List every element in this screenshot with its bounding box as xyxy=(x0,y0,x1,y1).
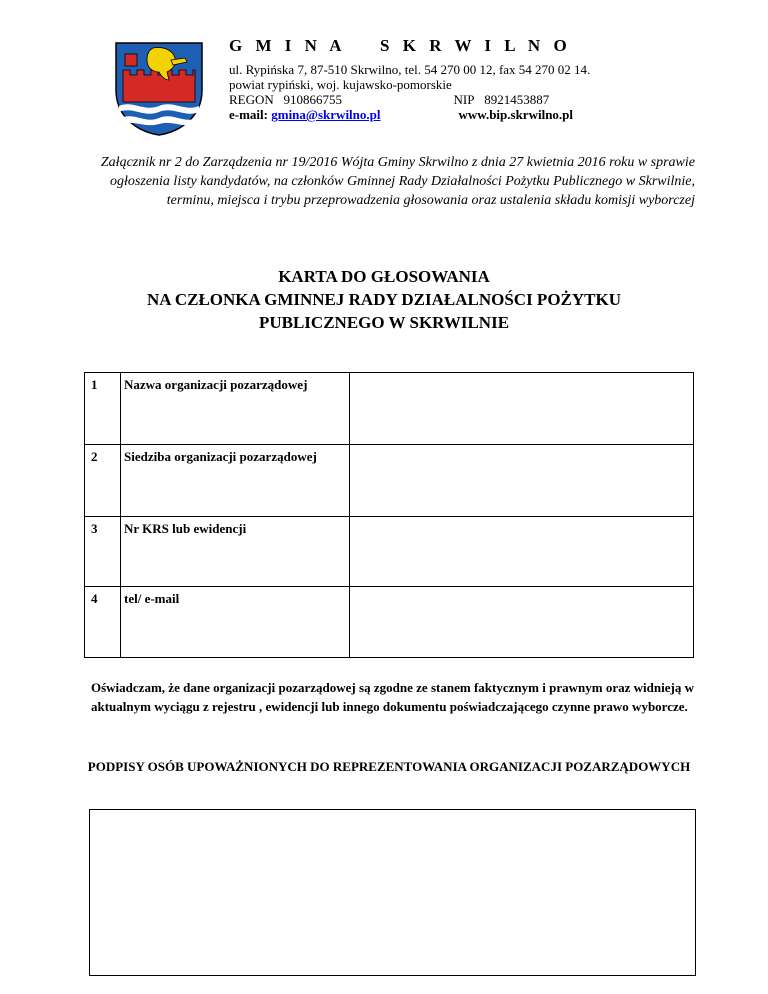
row-number: 4 xyxy=(85,587,121,658)
ballot-title-line-3: PUBLICZNEGO W SKRWILNIE xyxy=(258,313,510,332)
gmina-crest-logo xyxy=(113,40,205,136)
address-line: ul. Rypińska 7, 87-510 Skrwilno, tel. 54 270 00 12, fax 54 270 02 14. xyxy=(229,62,591,77)
nip-label: NIP xyxy=(453,92,475,107)
district-line: powiat rypiński, woj. kujawsko-pomorskie xyxy=(229,77,452,92)
regon-label: REGON xyxy=(229,92,274,107)
email-link[interactable]: gmina@skrwilno.pl xyxy=(271,107,381,122)
municipality-name: G M I N A S K R W I L N O xyxy=(229,36,572,55)
ballot-title-line-2: NA CZŁONKA GMINNEJ RADY DZIAŁALNOŚCI POŻYTKU xyxy=(146,290,621,309)
registration-line xyxy=(229,92,729,107)
signature-box[interactable] xyxy=(89,809,696,976)
row-number: 3 xyxy=(85,517,121,587)
organization-form-table xyxy=(84,372,694,658)
field-organization-name[interactable] xyxy=(350,373,694,445)
table-row xyxy=(85,587,694,658)
table-row xyxy=(85,445,694,517)
ballot-title-line-1: KARTA DO GŁOSOWANIA xyxy=(278,267,490,286)
field-krs-number[interactable] xyxy=(350,517,694,587)
field-organization-seat[interactable] xyxy=(350,445,694,517)
row-label-organization-seat: Siedziba organizacji pozarządowej xyxy=(121,445,350,517)
row-label-krs-number: Nr KRS lub ewidencji xyxy=(121,517,350,587)
row-label-contact: tel/ e-mail xyxy=(121,587,350,658)
annex-note: Załącznik nr 2 do Zarządzenia nr 19/2016 Wójta Gminy Skrwilno z dnia 27 kwietnia 2016 roku w sprawie ogłoszenia listy kandydatów, na członków Gminnej Rady Działalności Pożytku Publicznego w Skrwilnie, terminu, miejsca i trybu przeprowadzenia głosowania oraz ustalenia składu komisji wyborczej xyxy=(100,155,695,208)
email-label: e-mail: xyxy=(229,107,268,122)
field-contact[interactable] xyxy=(350,587,694,658)
regon-value: 910866755 xyxy=(283,92,343,107)
row-number: 2 xyxy=(85,445,121,517)
table-row xyxy=(85,373,694,445)
row-label-organization-name: Nazwa organizacji pozarządowej xyxy=(121,373,350,445)
contact-line xyxy=(229,107,729,122)
ballot-title xyxy=(84,265,684,334)
website-text: www.bip.skrwilno.pl xyxy=(458,107,574,122)
signatures-heading: PODPISY OSÓB UPOWAŻNIONYCH DO REPREZENTOWANIA ORGANIZACJI POZARZĄDOWYCH xyxy=(87,759,691,774)
letterhead xyxy=(229,36,729,122)
row-number: 1 xyxy=(85,373,121,445)
declaration-text: Oświadczam, że dane organizacji pozarządowej są zgodne ze stanem faktycznym i prawnym oraz widnieją w aktualnym wyciągu z rejestru , ewidencji lub innego dokumentu poświadczającego czynne prawo wyborcze. xyxy=(91,680,694,714)
table-row xyxy=(85,517,694,587)
nip-value: 8921453887 xyxy=(484,92,550,107)
